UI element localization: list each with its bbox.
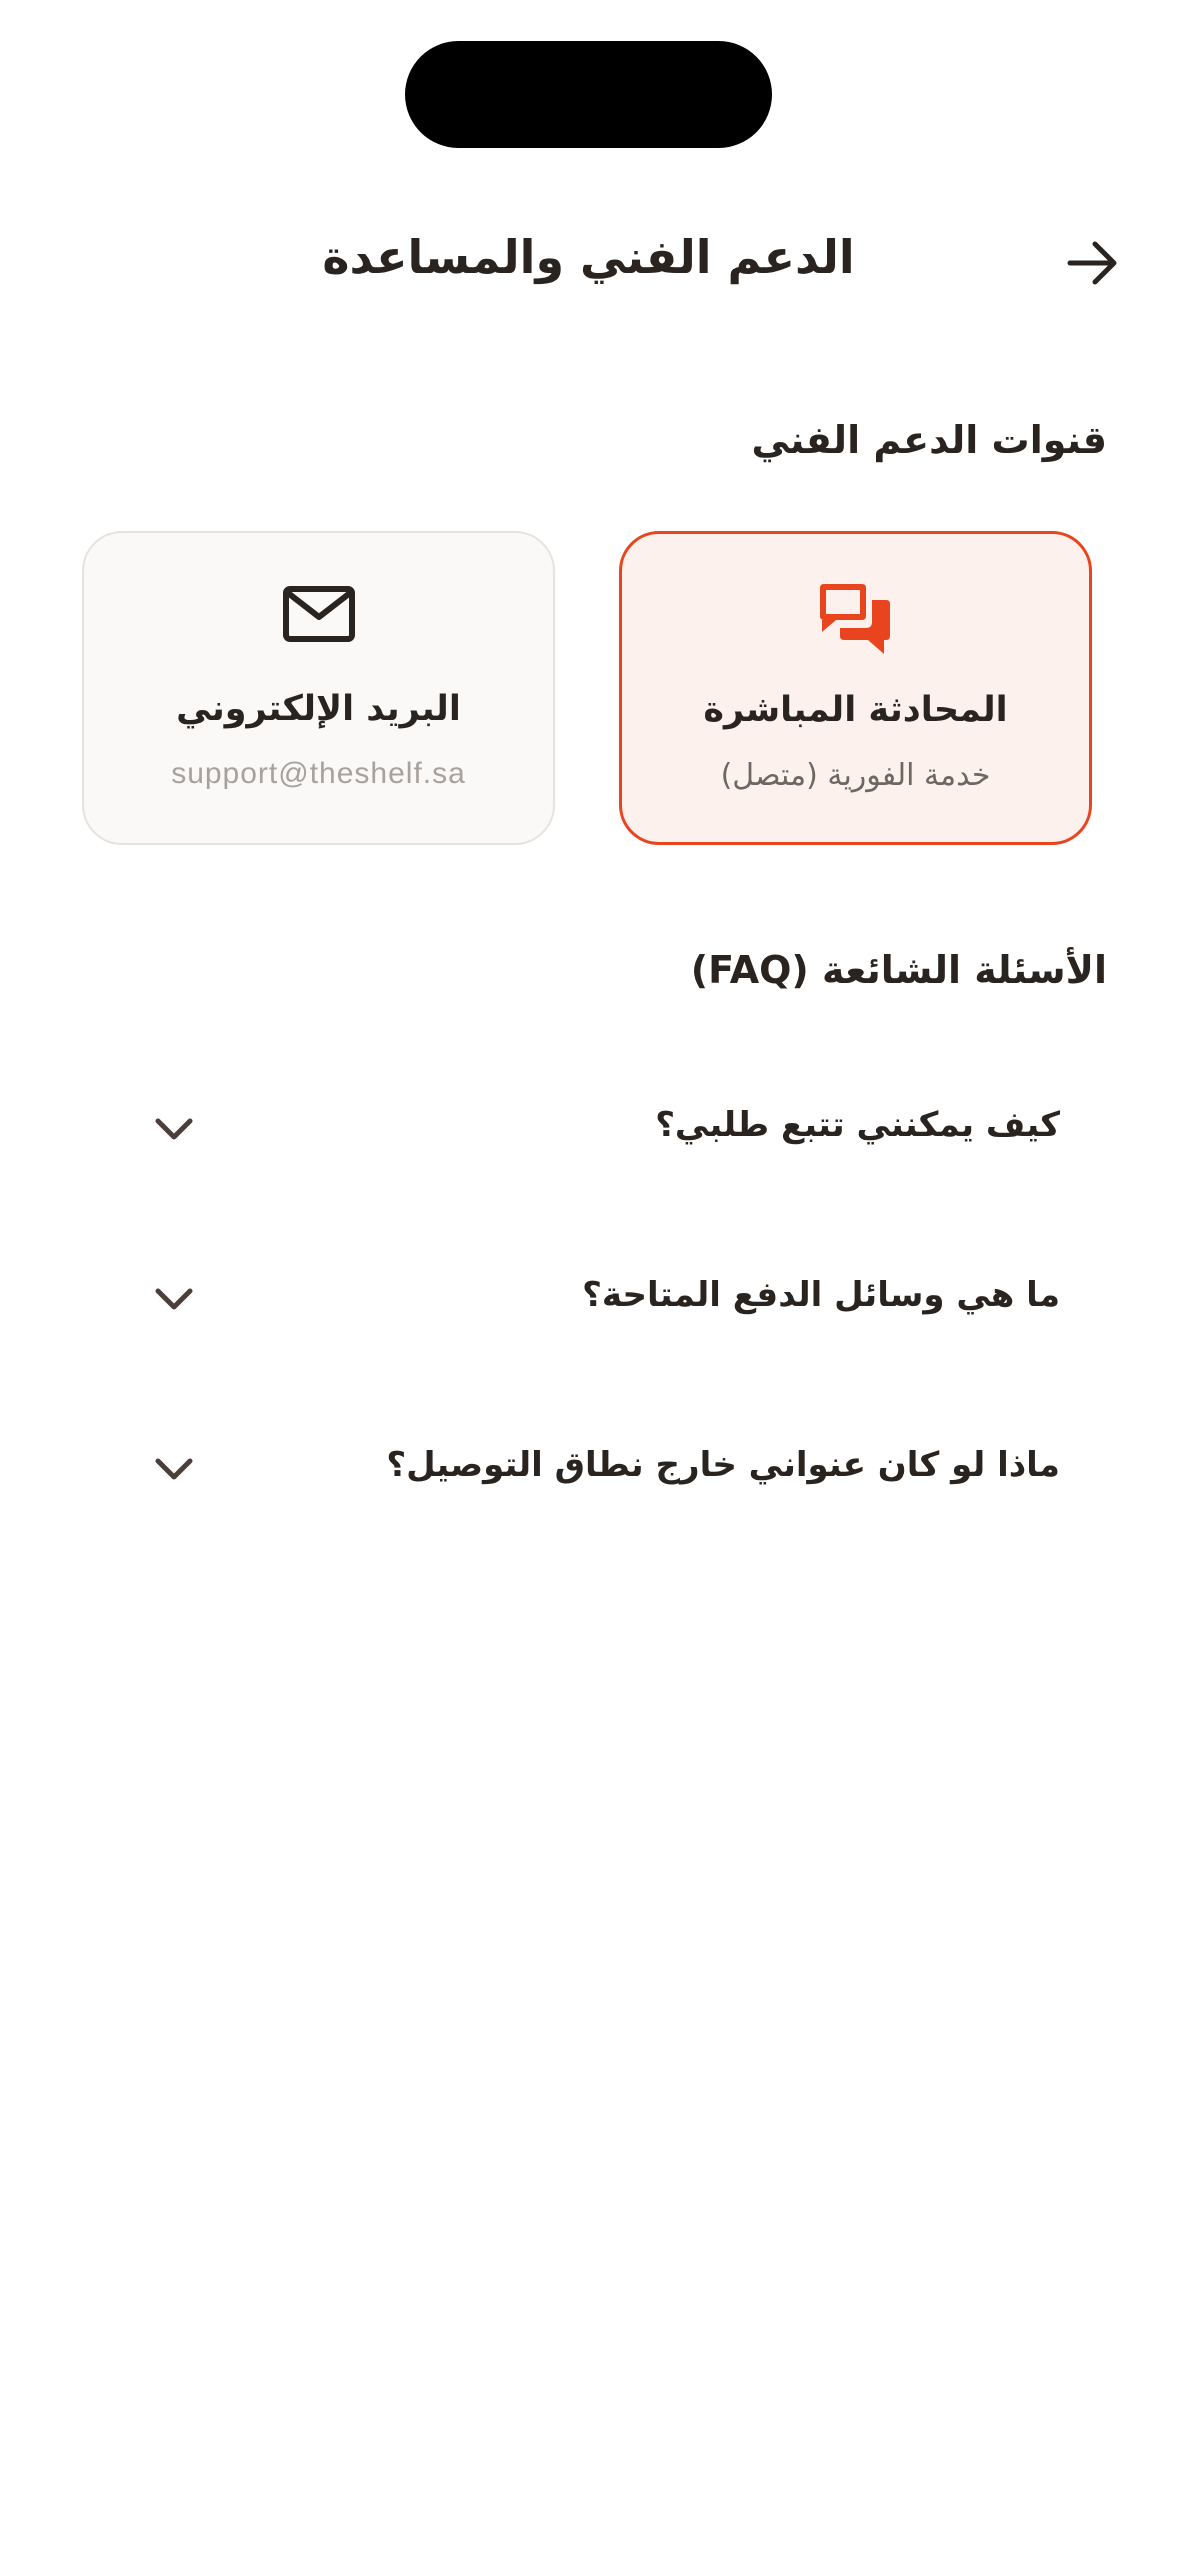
faq-question: ما هي وسائل الدفع المتاحة؟ — [582, 1275, 1060, 1315]
chevron-down-icon — [152, 1107, 196, 1151]
live-chat-title: المحادثة المباشرة — [703, 690, 1008, 730]
camera-notch — [405, 41, 772, 148]
faq-item[interactable] — [140, 1425, 1060, 1515]
faq-section-title: الأسئلة الشائعة (FAQ) — [690, 948, 1107, 992]
header — [0, 210, 1177, 310]
faq-question: ماذا لو كان عنواني خارج نطاق التوصيل؟ — [386, 1445, 1060, 1485]
arrow-right-icon — [1066, 238, 1120, 288]
chat-bubbles-icon — [816, 582, 896, 658]
channels-section-title: قنوات الدعم الفني — [751, 418, 1107, 462]
email-title: البريد الإلكتروني — [176, 689, 461, 729]
page-title: الدعم الفني والمساعدة — [322, 230, 855, 284]
mail-icon — [281, 581, 357, 647]
chevron-down-icon — [152, 1447, 196, 1491]
faq-item[interactable] — [140, 1085, 1060, 1175]
email-card[interactable] — [82, 531, 555, 845]
live-chat-status: خدمة الفورية (متصل) — [720, 758, 991, 793]
faq-item[interactable] — [140, 1255, 1060, 1345]
email-address: support@theshelf.sa — [171, 757, 466, 790]
live-chat-card[interactable] — [619, 531, 1092, 845]
back-button[interactable] — [1058, 230, 1128, 296]
chevron-down-icon — [152, 1277, 196, 1321]
faq-question: كيف يمكنني تتبع طلبي؟ — [655, 1105, 1060, 1145]
